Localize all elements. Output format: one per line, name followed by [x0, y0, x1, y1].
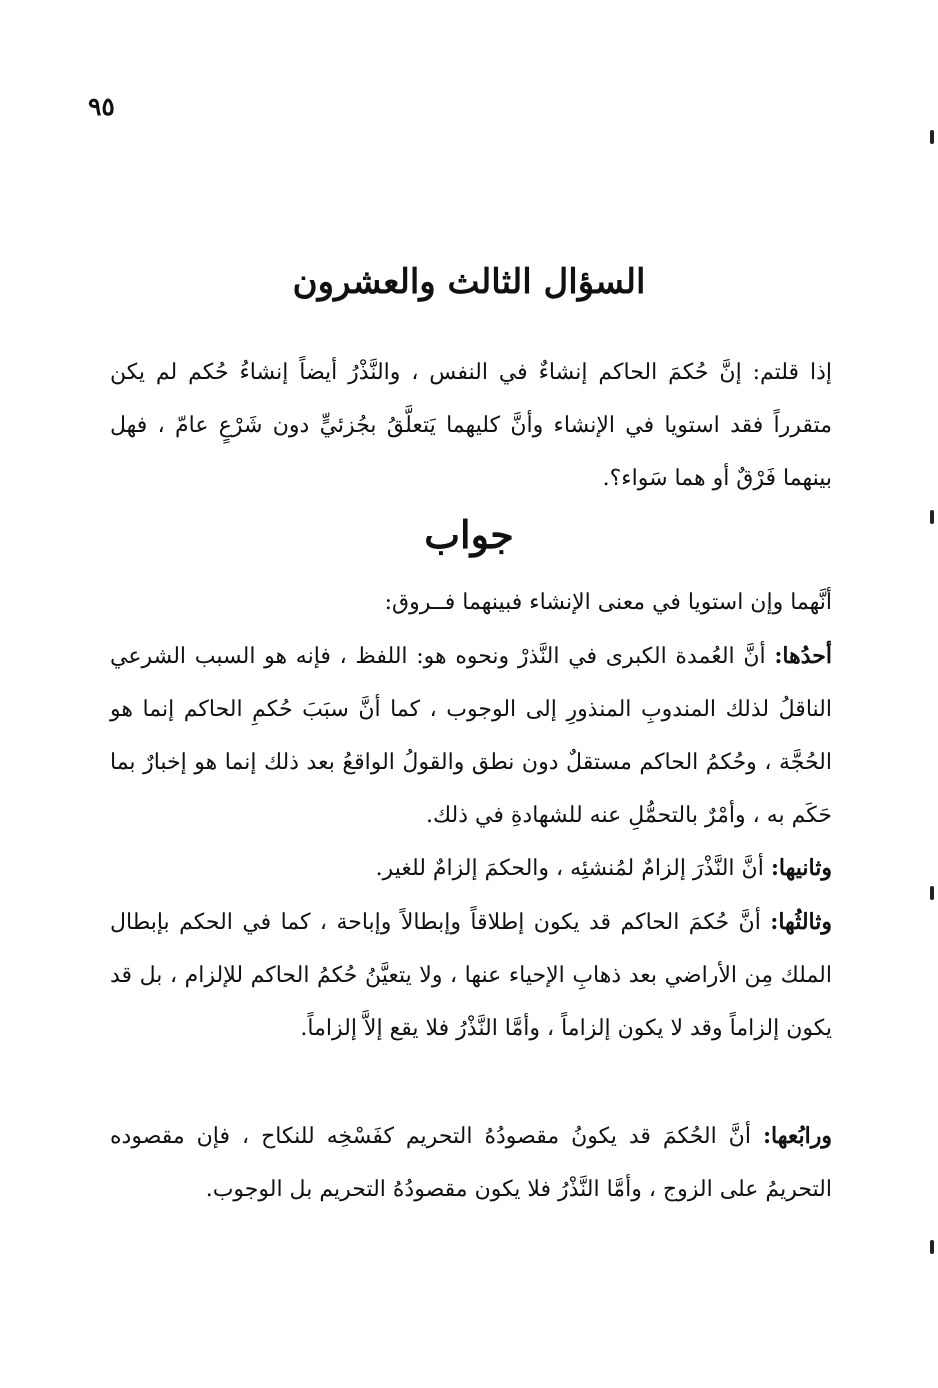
- question-text: إذا قلتم: إنَّ حُكمَ الحاكم إنشاءٌ في النفس ، والنَّذْرُ أيضاً إنشاءُ حُكم لم يكن متقرراً فقد استويا في الإنشاء وأنَّ كليهما يَتعلَّقُ بجُزئيٍّ دون شَرْعٍ عامّ ، فهل بينهما فَرْقٌ أو هما سَواء؟.: [110, 360, 832, 491]
- scan-edge-mark: [930, 130, 934, 144]
- point-first-text: أنَّ العُمدة الكبرى في النَّذرْ ونحوه هو: اللفظ ، فإنه هو السبب الشرعي الناقلُ لذلك المندوبِ المنذورِ إلى الوجوب ، كما أنَّ سبَبَ حُكمِ الحاكم إنما هو الحُجَّة ، وحُكمُ الحاكم مستقلٌ دون نطق والقولُ الواقعُ بعد ذلك إنما هو إخبارٌ بما حَكَم به ، وأمْرٌ بالتحمُّلِ عنه للشهادةِ في ذلك.: [110, 644, 832, 828]
- point-second-text: أنَّ النَّذْرَ إلزامٌ لمُنشئِه ، والحكمَ إلزامٌ للغير.: [375, 856, 771, 881]
- scan-edge-mark: [930, 1240, 934, 1254]
- point-second-lead: وثانيها:: [770, 855, 832, 881]
- point-first: [110, 630, 832, 842]
- question-title: السؤال الثالث والعشرون: [292, 262, 646, 302]
- scan-edge-mark: [930, 510, 934, 524]
- point-second: [110, 842, 832, 895]
- scan-edge-mark: [930, 886, 934, 900]
- point-fourth: [110, 1110, 832, 1216]
- page-number: ٩٥: [88, 92, 115, 121]
- point-fourth-text: أنَّ الحُكمَ قد يكونُ مقصودُهُ التحريم كفَسْخِه للنكاح ، فإن مقصوده التحريمُ على الزوج ، وأمَّا النَّذْرُ فلا يكون مقصودُهُ التحريم بل الوجوب.: [110, 1124, 832, 1202]
- point-third: [110, 896, 832, 1055]
- answer-intro: أنَّهما وإن استويا في معنى الإنشاء فبينهما فــروق:: [384, 590, 832, 615]
- point-third-lead: وثالثُها:: [770, 909, 832, 935]
- point-first-lead: أحدُها:: [774, 643, 832, 669]
- answer-title: جواب: [424, 512, 514, 557]
- point-third-text: أنَّ حُكمَ الحاكم قد يكون إطلاقاً وإبطالاً وإباحة ، كما في الحكم بإبطال الملك مِن الأراضي بعد ذهابِ الإحياء عنها ، ولا يتعيَّنُ حُكمُ الحاكم للإلزام ، بل قد يكون إلزاماً وقد لا يكون إلزاماً ، وأمَّا النَّذْرُ فلا يقع إلاَّ إلزاماً.: [110, 910, 832, 1041]
- point-fourth-lead: ورابُعها:: [762, 1123, 832, 1149]
